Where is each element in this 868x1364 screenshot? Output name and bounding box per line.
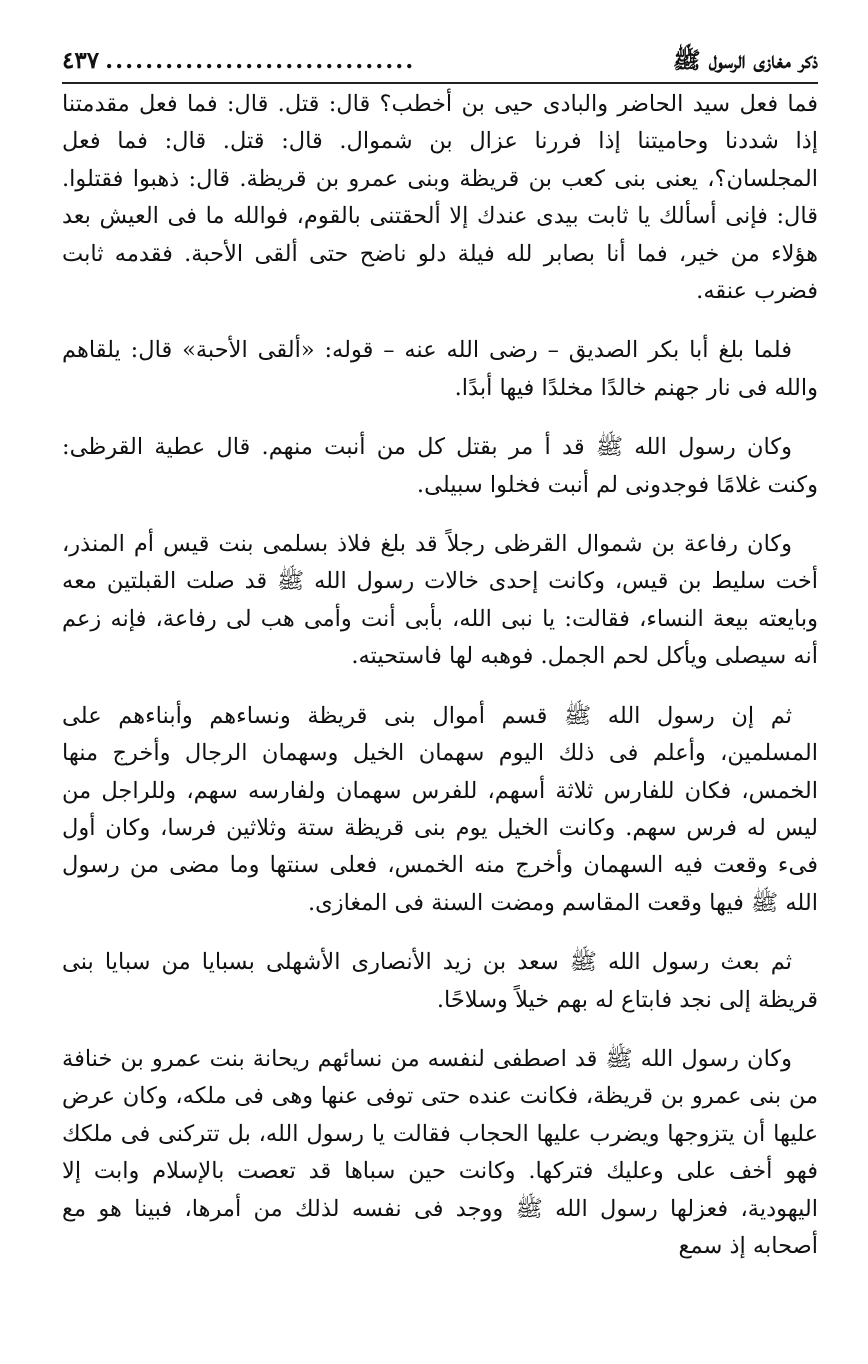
- paragraph: وكان رسول الله ﷺ قد اصطفى لنفسه من نسائهم ريحانة بنت عمرو بن خنافة من بنى عمرو بن قريظة، فكانت عنده حتى توفى عنها وهى فى ملكه، وكان عرض عليها أن يتزوجها ويضرب عليها الحجاب فقالت يا رسول الله، بل تتركنى فى ملكك فهو أخف على وعليك فتركها. وكانت حين سباها قد تعصت بالإسلام وابت إلا اليهودية، فعزلها رسول الله ﷺ ووجد فى نفسه لذلك من أمرها، فبينا هو مع أصحابه إذ سمع: [62, 1045, 818, 1259]
- page-number: ٤٣٧: [62, 47, 100, 74]
- paragraph: فما فعل سيد الحاضر والبادى حيى بن أخطب؟ قال: قتل. قال: فما فعل مقدمتنا إذا شددنا وحاميتنا إذا فررنا عزال بن شموال. قال: قتل. قال: فما فعل المجلسان؟، يعنى بنى كعب بن قريظة وبنى عمرو بن قريظة. قال: ذهبوا فقتلوا. قال: فإنى أسألك يا ثابت بيدى عندك إلا ألحقتنى بالقوم، فوالله ما فى العيش بعد هؤلاء من خير، فما أنا بصابر لله فيلة دلو ناضح حتى ألقى الأحبة. فقدمه ثابت فضرب عنقه.: [62, 91, 818, 305]
- body-text: [62, 86, 818, 1265]
- dot-leader: ...............................: [105, 47, 416, 74]
- book-page: [62, 44, 818, 1287]
- paragraph: ثم بعث رسول الله ﷺ سعد بن زيد الأنصارى الأشهلى بسبايا من سبايا بنى قريظة إلى نجد فابتاع له بهم خيلاً وسلاحًا.: [62, 949, 818, 1013]
- paragraph: ثم إن رسول الله ﷺ قسم أموال بنى قريظة ونساءهم وأبناءهم على المسلمين، وأعلم فى ذلك اليوم سهمان الخيل وسهمان الرجال وأخرج منها الخمس، فكان للفارس ثلاثة أسهم، للفرس سهمان ولفارسه سهم، وللراجل من ليس له فرس سهم. وكانت الخيل يوم بنى قريظة ستة وثلاثين فرسا، وكان أول فىء وقعت فيه السهمان وأخرج منه الخمس، فعلى سنتها وما مضى من رسول الله ﷺ فيها وقعت المقاسم ومضت السنة فى المغازى.: [62, 702, 818, 916]
- paragraph: وكان رسول الله ﷺ قد أ مر بقتل كل من أنبت منهم. قال عطية القرظى: وكنت غلامًا فوجدونى لم أنبت فخلوا سبيلى.: [62, 434, 818, 498]
- running-head-title: ذكر مغازى الرسول ﷺ: [672, 47, 818, 74]
- paragraph: وكان رفاعة بن شموال القرظى رجلاً قد بلغ فلاذ بسلمى بنت قيس أم المنذر، أخت سليط بن قيس، وكانت إحدى خالات رسول الله ﷺ قد صلت القبلتين معه وبايعته بيعة النساء، فقالت: يا نبى الله، بأبى أنت وأمى هب لى رفاعة، فإنه زعم أنه سيصلى ويأكل لحم الجمل. فوهبه لها فاستحيته.: [62, 531, 818, 670]
- paragraph: فلما بلغ أبا بكر الصديق – رضى الله عنه – قوله: «ألقى الأحبة» قال: يلقاهم والله فى نار جهنم خالدًا مخلدًا فيها أبدًا.: [62, 337, 818, 401]
- running-head: [62, 44, 818, 84]
